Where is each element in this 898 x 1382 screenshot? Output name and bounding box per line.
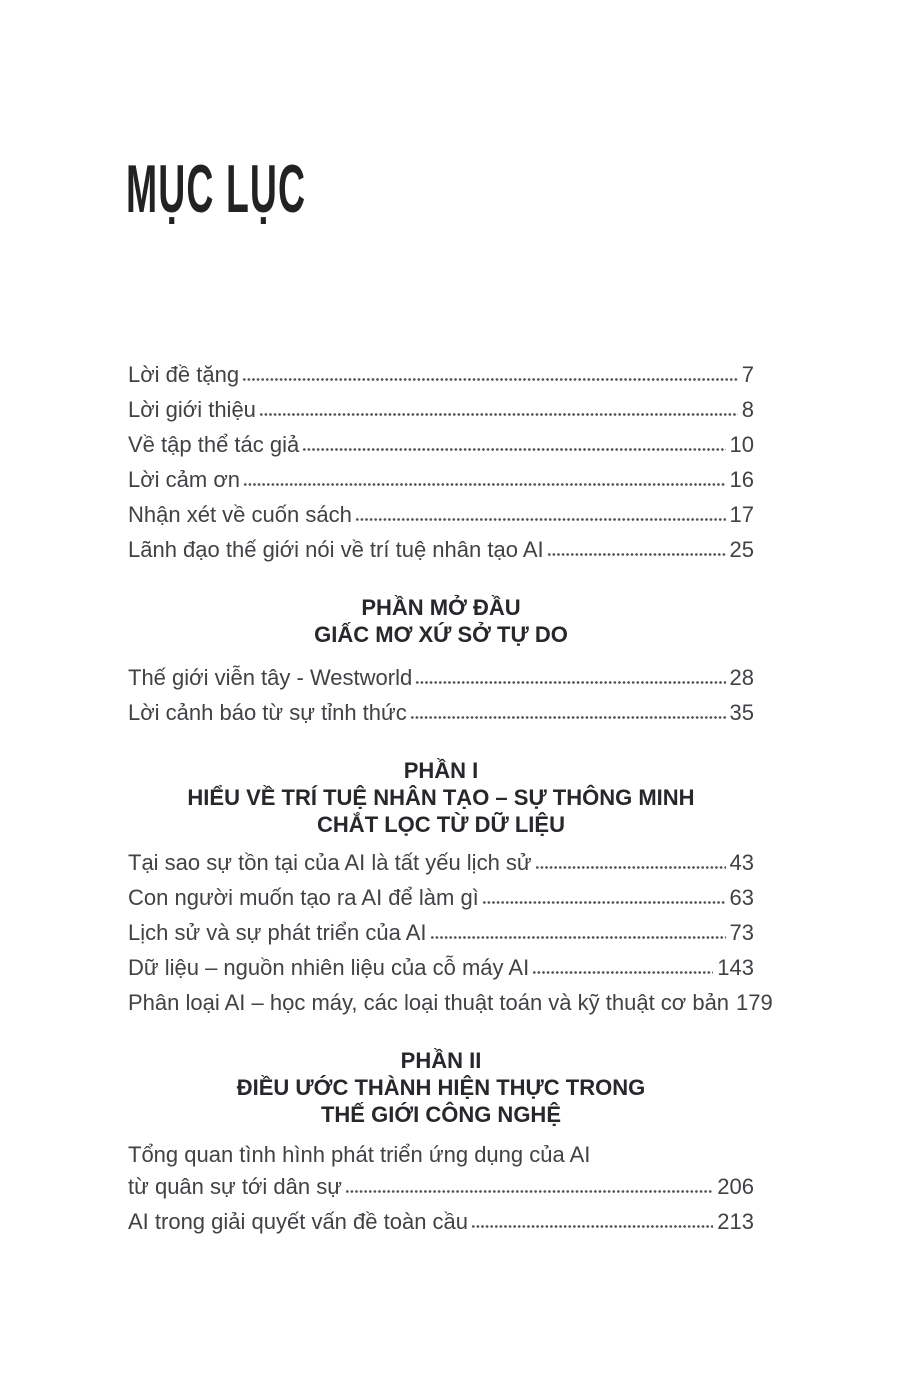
toc-entry xyxy=(128,1172,754,1207)
page-title: MỤC LỤC xyxy=(126,151,307,227)
toc-entry-page: 28 xyxy=(729,665,754,690)
toc-entry-page: 17 xyxy=(729,502,754,527)
section-heading-line: PHẦN II xyxy=(400,1048,482,1073)
dot-leader xyxy=(415,663,725,685)
toc-entry xyxy=(128,883,754,918)
toc-entry xyxy=(128,465,754,500)
toc-entry-label: Lời cảnh báo từ sự tỉnh thức xyxy=(128,700,407,725)
toc-entry-page: 213 xyxy=(717,1209,754,1234)
dot-leader xyxy=(471,1207,713,1229)
toc-entry xyxy=(128,360,754,395)
toc-entry-page: 179 xyxy=(736,990,773,1015)
toc-entry-label: Lãnh đạo thế giới nói về trí tuệ nhân tạo AI xyxy=(128,537,544,562)
section-heading-line: THẾ GIỚI CÔNG NGHỆ xyxy=(320,1102,561,1127)
toc-entry-page: 10 xyxy=(729,432,754,457)
section-heading-line: HIỂU VỀ TRÍ TUỆ NHÂN TẠO – SỰ THÔNG MINH xyxy=(187,785,695,810)
toc-entry xyxy=(128,953,754,988)
toc-entry-label: Về tập thể tác giả xyxy=(128,432,300,457)
toc-entry-label: Lời giới thiệu xyxy=(128,397,256,422)
dot-leader xyxy=(547,535,726,557)
toc-entry-page: 63 xyxy=(729,885,754,910)
dot-leader xyxy=(302,430,725,452)
toc-entry-label: Lời đề tặng xyxy=(128,362,240,387)
dot-leader xyxy=(532,953,713,975)
toc-entry-page: 8 xyxy=(741,397,754,422)
toc-entry xyxy=(128,663,754,698)
toc-entry-label: Tổng quan tình hình phát triển ứng dụng của AI xyxy=(128,1142,591,1167)
toc-entry-page: 7 xyxy=(741,362,754,387)
toc-entry-page: 25 xyxy=(729,537,754,562)
table-of-contents xyxy=(128,360,773,1242)
toc-entry-page: 43 xyxy=(729,850,754,875)
toc-entry-label: Nhận xét về cuốn sách xyxy=(128,502,352,527)
toc-entry-label: từ quân sự tới dân sự xyxy=(128,1174,342,1199)
toc-entry-page: 143 xyxy=(717,955,754,980)
toc-entry-label: Dữ liệu – nguồn nhiên liệu của cỗ máy AI xyxy=(128,955,530,980)
section-heading-line: CHẮT LỌC TỪ DỮ LIỆU xyxy=(317,812,565,837)
section-heading-part2 xyxy=(128,1047,754,1128)
dot-leader xyxy=(259,395,738,417)
toc-entry-label: Con người muốn tạo ra AI để làm gì xyxy=(128,885,479,910)
dot-leader xyxy=(355,500,726,522)
dot-leader xyxy=(242,360,738,382)
toc-entry xyxy=(128,500,754,535)
dot-leader xyxy=(345,1172,713,1194)
toc-entry-page: 16 xyxy=(729,467,754,492)
section-heading-line: GIẤC MƠ XỨ SỞ TỰ DO xyxy=(314,622,568,647)
toc-entry-page: 206 xyxy=(717,1174,754,1199)
dot-leader xyxy=(243,465,726,487)
toc-entry-page: 35 xyxy=(729,700,754,725)
toc-entry-label: Tại sao sự tồn tại của AI là tất yếu lịch sử xyxy=(128,850,532,875)
section-heading-line: PHẦN MỞ ĐẦU xyxy=(361,595,521,620)
toc-entry-page: 73 xyxy=(729,920,754,945)
toc-entry xyxy=(128,848,754,883)
toc-entry-label: Lời cảm ơn xyxy=(128,467,240,492)
toc-entry-label: Phân loại AI – học máy, các loại thuật toán và kỹ thuật cơ bản xyxy=(128,990,730,1015)
toc-entry xyxy=(128,535,754,570)
section-heading-line: PHẦN I xyxy=(403,758,479,783)
dot-leader xyxy=(482,883,726,905)
toc-entry-label: Thế giới viễn tây - Westworld xyxy=(128,665,413,690)
dot-leader xyxy=(410,698,726,720)
toc-entry-wrap-line xyxy=(128,1142,754,1172)
dot-leader xyxy=(535,848,726,870)
toc-entry xyxy=(128,395,754,430)
toc-entry xyxy=(128,988,773,1023)
toc-entry xyxy=(128,698,754,733)
section-heading-intro xyxy=(128,594,754,648)
toc-entry xyxy=(128,1207,754,1242)
toc-entry xyxy=(128,430,754,465)
dot-leader xyxy=(430,918,726,940)
toc-entry-label: AI trong giải quyết vấn đề toàn cầu xyxy=(128,1209,469,1234)
section-heading-line: ĐIỀU ƯỚC THÀNH HIỆN THỰC TRONG xyxy=(236,1075,646,1100)
toc-entry xyxy=(128,918,754,953)
toc-entry-label: Lịch sử và sự phát triển của AI xyxy=(128,920,427,945)
section-heading-part1 xyxy=(128,757,754,838)
